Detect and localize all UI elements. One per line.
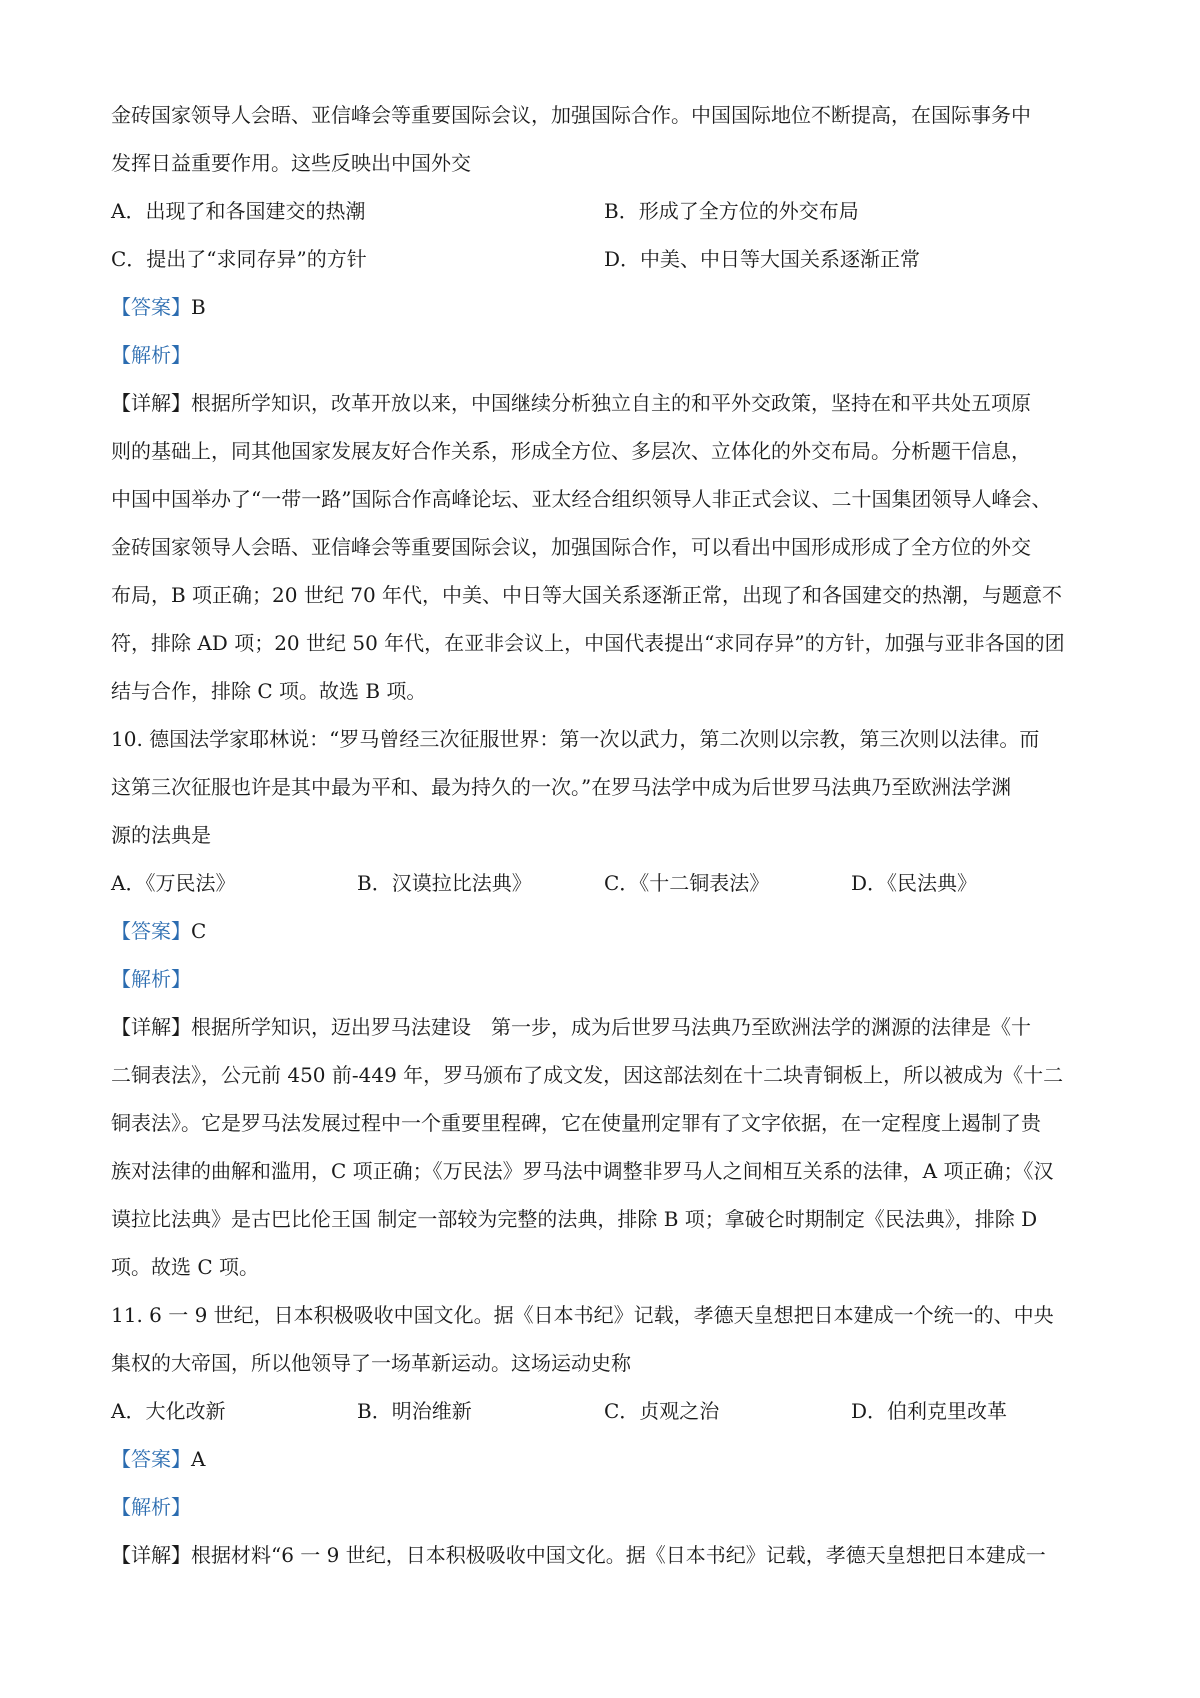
answer-tag: 【答案】 — [111, 1447, 191, 1471]
detail-line: 铜表法》。它是罗马法发展过程中一个重要里程碑，它在使量刑定罪有了文字依据，在一定程度上遏制了贵 — [111, 1111, 1041, 1135]
detail-line: 金砖国家领导人会晤、亚信峰会等重要国际会议，加强国际合作，可以看出中国形成形成了全方位的外交 — [111, 535, 1031, 559]
analysis-label: 【解析】 — [111, 967, 191, 991]
option-c: C．《十二铜表法》 — [604, 871, 770, 895]
detail-tag: 【详解】 — [111, 1015, 191, 1039]
question-stem-line: 这第三次征服也许是其中最为平和、最为持久的一次。”在罗马法学中成为后世罗马法典乃至欧洲法学渊 — [111, 775, 1012, 799]
detail-line: 二铜表法》，公元前 450 前-449 年，罗马颁布了成文发，因这部法刻在十二块青铜板上，所以被成为《十二 — [111, 1063, 1064, 1087]
option-b: B．明治维新 — [357, 1399, 472, 1423]
detail-line: 结与合作，排除 C 项。故选 B 项。 — [111, 679, 427, 703]
detail-line: 布局，B 项正确；20 世纪 70 年代，中美、中日等大国关系逐渐正常，出现了和各国建交的热潮，与题意不 — [111, 583, 1063, 607]
detail-line: 谟拉比法典》是古巴比伦王国 制定一部较为完整的法典，排除 B 项；拿破仑时期制定《民法典》，排除 D — [111, 1207, 1038, 1231]
detail-line: 符，排除 AD 项；20 世纪 50 年代，在亚非会议上，中国代表提出“求同存异”的方针，加强与亚非各国的团 — [111, 631, 1065, 655]
option-d: D．伯利克里改革 — [851, 1399, 1008, 1423]
detail-line: 中国中国举办了“一带一路”国际合作高峰论坛、亚太经合组织领导人非正式会议、二十国集团领导人峰会、 — [111, 487, 1052, 511]
question-stem-line: 金砖国家领导人会晤、亚信峰会等重要国际会议，加强国际合作。中国国际地位不断提高，在国际事务中 — [111, 103, 1031, 127]
detail-text: 根据所学知识，迈出罗马法建设 第一步，成为后世罗马法典乃至欧洲法学的渊源的法律是《十 — [191, 1015, 1031, 1039]
answer-value: B — [191, 295, 206, 319]
detail-line: 项。故选 C 项。 — [111, 1255, 260, 1279]
answer-value: A — [191, 1447, 206, 1471]
option-b: B．汉谟拉比法典》 — [357, 871, 532, 895]
answer-line — [111, 1444, 205, 1474]
detail-line — [111, 388, 1031, 418]
option-d: D．中美、中日等大国关系逐渐正常 — [604, 247, 921, 271]
option-c: C．贞观之治 — [604, 1399, 720, 1423]
detail-text: 根据材料“6 一 9 世纪，日本积极吸收中国文化。据《日本书纪》记载，孝德天皇想把日本建成一 — [191, 1543, 1046, 1567]
detail-tag: 【详解】 — [111, 1543, 191, 1567]
detail-line: 则的基础上，同其他国家发展友好合作关系，形成全方位、多层次、立体化的外交布局。分析题干信息， — [111, 439, 1031, 463]
detail-line — [111, 1540, 1046, 1570]
detail-tag: 【详解】 — [111, 391, 191, 415]
answer-tag: 【答案】 — [111, 295, 191, 319]
answer-tag: 【答案】 — [111, 919, 191, 943]
analysis-tag — [111, 1492, 191, 1522]
option-a: A．大化改新 — [111, 1399, 226, 1423]
question-stem-line: 11. 6 一 9 世纪，日本积极吸收中国文化。据《日本书纪》记载，孝德天皇想把日本建成一个统一的、中央 — [111, 1303, 1054, 1327]
option-a: A．《万民法》 — [111, 871, 236, 895]
answer-line — [111, 916, 206, 946]
option-b: B．形成了全方位的外交布局 — [604, 199, 859, 223]
analysis-label: 【解析】 — [111, 1495, 191, 1519]
answer-line — [111, 292, 206, 322]
question-stem-line: 10. 德国法学家耶林说：“罗马曾经三次征服世界：第一次以武力，第二次则以宗教，第三次则以法律。而 — [111, 727, 1040, 751]
detail-line: 族对法律的曲解和滥用，C 项正确；《万民法》罗马法中调整非罗马人之间相互关系的法律，A 项正确；《汉 — [111, 1159, 1054, 1183]
option-a: A．出现了和各国建交的热潮 — [111, 199, 366, 223]
analysis-tag — [111, 964, 191, 994]
option-c: C．提出了“求同存异”的方针 — [111, 247, 367, 271]
answer-value: C — [191, 919, 207, 943]
analysis-label: 【解析】 — [111, 343, 191, 367]
detail-line — [111, 1012, 1031, 1042]
question-stem-line: 源的法典是 — [111, 823, 211, 847]
analysis-tag — [111, 340, 191, 370]
detail-text: 根据所学知识，改革开放以来，中国继续分析独立自主的和平外交政策，坚持在和平共处五项原 — [191, 391, 1031, 415]
option-d: D．《民法典》 — [851, 871, 978, 895]
question-stem-line: 发挥日益重要作用。这些反映出中国外交 — [111, 151, 471, 175]
question-stem-line: 集权的大帝国，所以他领导了一场革新运动。这场运动史称 — [111, 1351, 631, 1375]
